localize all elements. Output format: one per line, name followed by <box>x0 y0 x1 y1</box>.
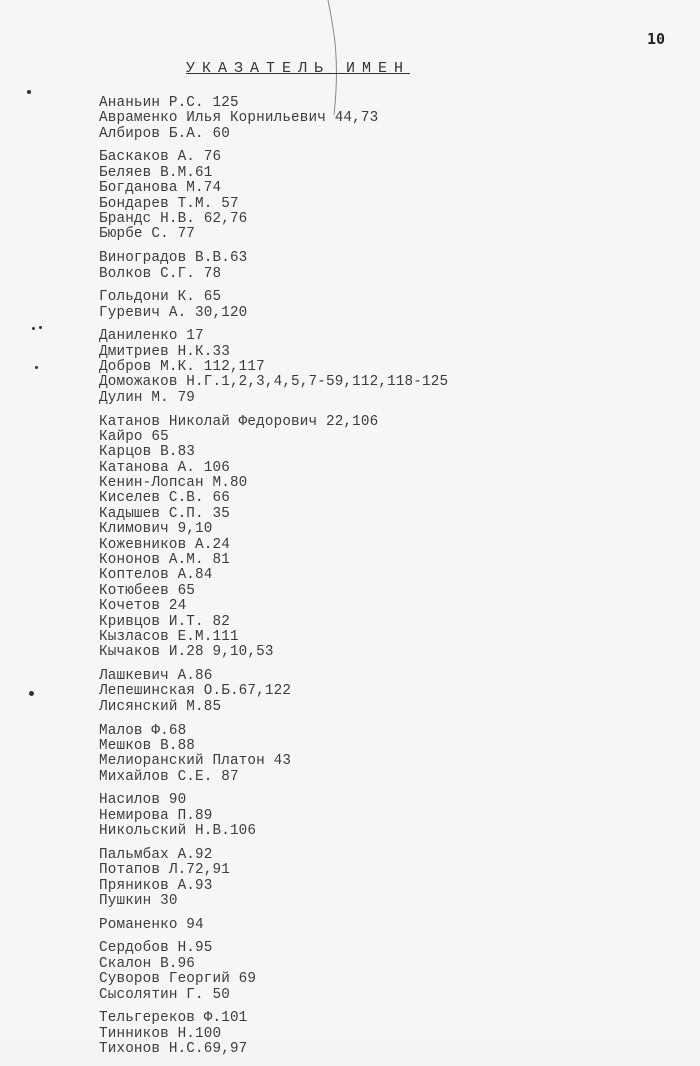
index-entry: Тельгереков Ф.101 <box>99 1010 248 1027</box>
index-entry: Бюрбе С. 77 <box>99 226 196 243</box>
index-entry: Мешков В.88 <box>99 737 196 754</box>
index-entry: Михайлов С.Е. 87 <box>99 768 239 785</box>
index-group <box>99 848 659 910</box>
ink-dot <box>39 326 42 329</box>
index-entry: Баскаков А. 76 <box>99 149 222 166</box>
index-entry: Бондарев Т.М. 57 <box>99 195 239 212</box>
index-entry: Кожевников А.24 <box>99 536 230 553</box>
index-entry: Катанова А. 106 <box>99 459 230 476</box>
index-group <box>99 669 659 715</box>
index-entry: Албиров Б.А. 60 <box>99 125 230 142</box>
index-group <box>99 941 659 1003</box>
index-entry: Брандс Н.В. 62,76 <box>99 211 248 228</box>
index-group <box>99 150 659 242</box>
index-entry: Скалон В.96 <box>99 955 196 972</box>
index-entry: Коптелов А.84 <box>99 567 213 584</box>
index-entry: Суворов Георгий 69 <box>99 971 257 988</box>
ink-dot <box>27 90 31 94</box>
index-entry: Беляев В.М.61 <box>99 164 213 181</box>
index-entry: Сердобов Н.95 <box>99 940 213 957</box>
index-entry: Кадышев С.П. 35 <box>99 505 230 522</box>
index-entry: Никольский Н.В.106 <box>99 823 257 840</box>
index-entry: Кычаков И.28 9,10,53 <box>99 644 274 661</box>
ink-dot <box>32 327 35 330</box>
index-entry: Тихонов Н.С.69,97 <box>99 1041 248 1058</box>
index-entry: Мелиоранский Платон 43 <box>99 753 292 770</box>
index-group <box>99 251 659 282</box>
index-entry: Сысолятин Г. 50 <box>99 986 230 1003</box>
index-group <box>99 290 659 321</box>
index-entry: Тинников Н.100 <box>99 1025 222 1042</box>
index-entry: Карцов В.83 <box>99 444 196 461</box>
ink-dot <box>29 691 34 696</box>
index-entry: Кызласов Е.М.111 <box>99 628 239 645</box>
index-entry: Дмитриев Н.К.33 <box>99 343 230 360</box>
name-index <box>99 96 659 1066</box>
index-entry: Пряников А.93 <box>99 877 213 894</box>
index-entry: Катанов Николай Федорович 22,106 <box>99 413 379 430</box>
index-entry: Кононов А.М. 81 <box>99 552 230 569</box>
index-entry: Климович 9,10 <box>99 521 213 538</box>
page-number: 10 <box>647 30 666 48</box>
index-entry: Кайро 65 <box>99 428 169 445</box>
index-entry: Виноградов В.В.63 <box>99 250 248 267</box>
index-entry: Потапов Л.72,91 <box>99 862 230 879</box>
index-entry: Богданова М.74 <box>99 180 222 197</box>
index-group <box>99 793 659 839</box>
index-entry: Малов Ф.68 <box>99 722 187 739</box>
index-group <box>99 724 659 786</box>
index-entry: Киселев С.В. 66 <box>99 490 230 507</box>
index-entry: Романенко 94 <box>99 916 204 933</box>
index-entry: Немирова П.89 <box>99 807 213 824</box>
index-entry: Доможаков Н.Г.1,2,3,4,5,7-59,112,118-125 <box>99 374 449 391</box>
index-entry: Кенин-Лопсан М.80 <box>99 475 248 492</box>
index-group <box>99 918 659 933</box>
index-entry: Кочетов 24 <box>99 598 187 615</box>
index-entry: Кривцов И.Т. 82 <box>99 613 230 630</box>
index-group <box>99 329 659 406</box>
index-entry: Лепешинская О.Б.67,122 <box>99 683 292 700</box>
index-entry: Насилов 90 <box>99 792 187 809</box>
index-entry: Пушкин 30 <box>99 893 178 910</box>
index-entry: Ананьин Р.С. 125 <box>99 95 239 111</box>
index-entry: Даниленко 17 <box>99 328 204 345</box>
index-entry: Волков С.Г. 78 <box>99 265 222 282</box>
index-entry: Дулин М. 79 <box>99 389 196 406</box>
index-entry: Лашкевич А.86 <box>99 668 213 685</box>
index-entry: Авраменко Илья Корнильевич 44,73 <box>99 110 379 127</box>
index-entry: Пальмбах А.92 <box>99 846 213 863</box>
index-entry: Лисянский М.85 <box>99 698 222 715</box>
index-entry: Котюбеев 65 <box>99 582 196 599</box>
index-entry: Гуревич А. 30,120 <box>99 304 248 321</box>
index-entry: Гольдони К. 65 <box>99 289 222 306</box>
index-group <box>99 1011 659 1057</box>
index-group <box>99 96 659 142</box>
ink-dot <box>35 366 38 369</box>
page-title: УКАЗАТЕЛЬ ИМЕН <box>186 60 411 77</box>
index-group <box>99 415 659 661</box>
index-entry: Добров М.К. 112,117 <box>99 359 265 376</box>
